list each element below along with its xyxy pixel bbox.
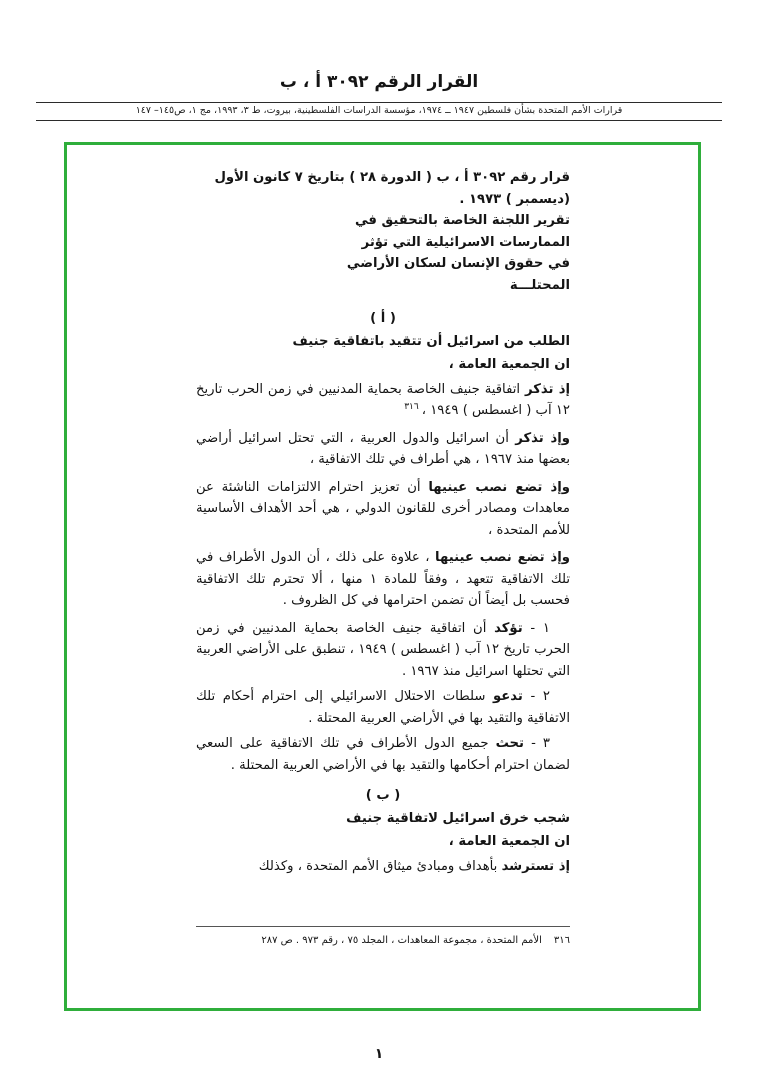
heading-line: في حقوق الإنسان لسكان الأراضي	[346, 256, 570, 271]
document-title: القرار الرقم ٣٠٩٢ أ ، ب	[279, 72, 479, 92]
operative-paragraph-1	[196, 618, 570, 683]
paragraph-lead: وإذ تضع نصب عينيها	[428, 479, 570, 495]
paragraph-text: سلطات الاحتلال الاسرائيلي إلى احترام أحكام تلك الاتفاقية والتقيد بها في الأراضي العربية المحتلة .	[196, 689, 570, 726]
paragraph-lead: وإذ تضع نصب عينيها	[435, 550, 571, 565]
operative-paragraph-3	[196, 733, 570, 776]
paragraph-number: ٢ -	[522, 689, 550, 704]
preamble-paragraph	[196, 856, 570, 878]
footnote-number: ٣١٦	[553, 935, 570, 946]
paragraph-text: ، علاوة على ذلك ، أن الدول الأطراف في تلك الاتفاقية تتعهد ، وفقاً للمادة ١ منها ، ألا تحترم تلك الاتفاقية فحسب بل أيضاً أن تضمن احترامها في كل الظروف .	[196, 550, 570, 608]
heading-line: قرار رقم ٣٠٩٢ أ ، ب ( الدورة ٢٨ ) بتاريخ ٧ كانون الأول	[214, 170, 570, 185]
preamble-paragraph	[196, 379, 570, 422]
paragraph-number: ٣ -	[524, 736, 550, 751]
footnote	[196, 926, 570, 948]
paragraph-lead: تؤكد	[494, 620, 523, 636]
resolution-heading	[196, 167, 570, 296]
section-a-marker: ( أ )	[370, 311, 396, 326]
preamble-paragraph	[196, 477, 570, 542]
paragraph-lead: إذ تذكر	[524, 381, 571, 397]
section-a-preamble-intro: ان الجمعية العامة ،	[448, 357, 570, 372]
section-b-marker: ( ب )	[365, 788, 401, 803]
paragraph-text: بأهداف ومبادئ ميثاق الأمم المتحدة ، وكذلك	[258, 858, 502, 874]
resolution-text	[196, 167, 570, 883]
paragraph-text: اتفاقية جنيف الخاصة بحماية المدنيين في زمن الحرب تاريخ ١٢ آب ( اغسطس ) ١٩٤٩ ،	[196, 381, 570, 418]
document-header	[36, 72, 722, 121]
paragraph-lead: إذ تسترشد	[501, 858, 570, 874]
source-citation: قرارات الأمم المتحدة بشأن فلسطين ١٩٤٧ ــ ١٩٧٤، مؤسسة الدراسات الفلسطينية، بيروت، ط ٣، ١٩٩٣، مج ١، ص١٤٥– ١٤٧	[135, 105, 623, 116]
header-rule-box	[36, 102, 722, 121]
paragraph-text: أن تعزيز احترام الالتزامات الناشئة عن معاهدات ومصادر أخرى للقانون الدولي ، هي أحد الأهداف الأساسية للأمم المتحدة ،	[196, 479, 570, 538]
footnote-reference: ٣١٦	[404, 401, 419, 412]
preamble-paragraph	[196, 428, 570, 471]
paragraph-number: ١ -	[522, 620, 550, 636]
paragraph-lead: تدعو	[493, 689, 523, 704]
footnote-text: الأمم المتحدة ، مجموعة المعاهدات ، المجلد ٧٥ ، رقم ٩٧٣ . ص ٢٨٧	[261, 935, 542, 946]
heading-line: (ديسمبر ) ١٩٧٣ .	[459, 191, 570, 207]
section-b-preamble-intro: ان الجمعية العامة ،	[448, 834, 570, 849]
paragraph-lead: وإذ تذكر	[515, 430, 570, 446]
paragraph-text: جميع الدول الأطراف في تلك الاتفاقية على السعي لضمان احترام أحكامها والتقيد بها في الأراضي العربية المحتلة .	[196, 736, 570, 773]
heading-line: تقرير اللجنة الخاصة بالتحقيق في	[354, 213, 570, 228]
paragraph-text: أن اتفاقية جنيف الخاصة بحماية المدنيين في زمن الحرب تاريخ ١٢ آب ( اغسطس ) ١٩٤٩ ، تنطبق على الأراضي العربية التي تحتلها اسرائيل منذ ١٩٦٧ .	[196, 620, 570, 679]
heading-line: المحتلـــة	[509, 277, 570, 293]
paragraph-text: أن اسرائيل والدول العربية ، التي تحتل اسرائيل أراضي بعضها منذ ١٩٦٧ ، هي أطراف في تلك الاتفاقية ،	[196, 430, 570, 467]
operative-paragraph-2	[196, 686, 570, 729]
heading-line: الممارسات الاسرائيلية التي تؤثر	[361, 234, 570, 250]
preamble-paragraph	[196, 547, 570, 612]
page-number: ١	[374, 1046, 384, 1062]
section-b-title: شجب خرق اسرائيل لاتفاقية جنيف	[346, 810, 570, 826]
green-frame	[64, 142, 701, 1011]
section-a-title: الطلب من اسرائيل أن تتقيد باتفاقية جنيف	[292, 333, 570, 349]
paragraph-lead: تحث	[495, 736, 524, 751]
